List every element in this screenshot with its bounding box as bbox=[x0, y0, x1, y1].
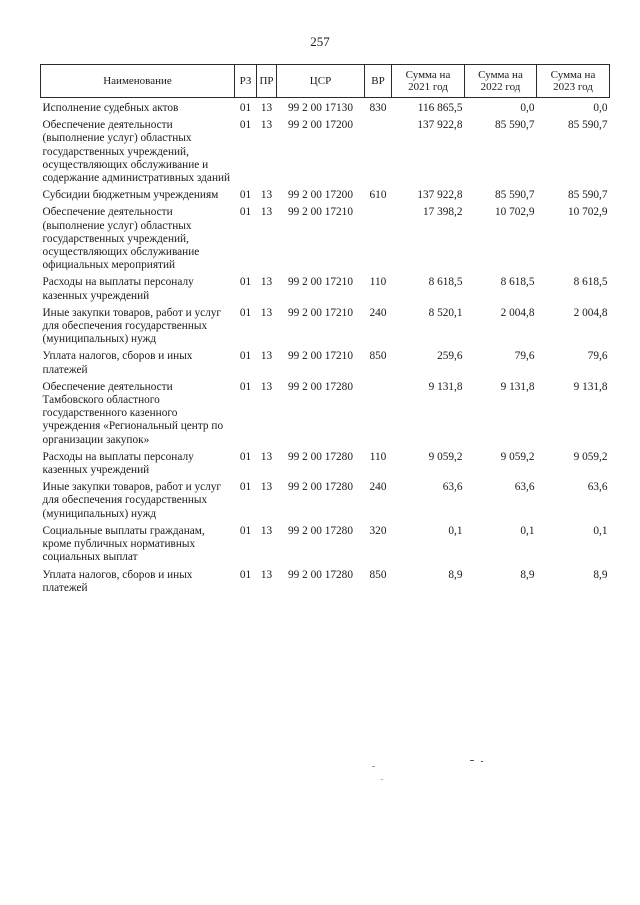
row-csr: 99 2 00 17210 bbox=[288, 306, 353, 319]
row-csr: 99 2 00 17280 bbox=[288, 481, 353, 494]
row-sum-2022: 10 702,9 bbox=[494, 206, 535, 219]
row-rz: 01 bbox=[239, 350, 252, 363]
row-pr: 13 bbox=[260, 481, 273, 494]
header-row bbox=[41, 65, 610, 98]
header-vr: ВР bbox=[365, 65, 392, 98]
row-sum-2021: 8 520,1 bbox=[428, 306, 463, 319]
row-sum-2022: 0,0 bbox=[520, 102, 535, 114]
row-csr: 99 2 00 17280 bbox=[288, 524, 353, 537]
row-name: Расходы на выплаты персоналу казенных учреждений bbox=[42, 450, 194, 477]
row-sum-2023: 85 590,7 bbox=[567, 119, 608, 132]
row-rz: 01 bbox=[239, 119, 252, 132]
row-sum-2023: 85 590,7 bbox=[567, 189, 608, 202]
row-name: Уплата налогов, сборов и иных платежей bbox=[42, 350, 193, 376]
scan-speck bbox=[470, 760, 474, 761]
row-sum-2023: 0,1 bbox=[593, 524, 608, 537]
row-name: Иные закупки товаров, работ и услуг для обеспечения государственных (муниципальных) нужд bbox=[42, 306, 222, 346]
row-rz: 01 bbox=[239, 276, 252, 289]
row-name: Исполнение судебных актов bbox=[42, 102, 179, 114]
row-vr: 320 bbox=[369, 524, 387, 537]
row-name: Расходы на выплаты персоналу казенных учреждений bbox=[42, 276, 194, 302]
row-csr: 99 2 00 17200 bbox=[288, 189, 353, 202]
budget-table bbox=[40, 64, 610, 599]
row-name: Социальные выплаты гражданам, кроме публичных нормативных социальных выплат bbox=[42, 524, 205, 564]
table-row bbox=[41, 481, 610, 525]
row-csr: 99 2 00 17200 bbox=[288, 119, 353, 132]
table-row bbox=[41, 381, 610, 451]
row-sum-2021: 116 865,5 bbox=[417, 102, 463, 114]
row-sum-2022: 79,6 bbox=[514, 350, 535, 363]
row-csr: 99 2 00 17210 bbox=[288, 276, 353, 289]
row-pr: 13 bbox=[260, 568, 273, 581]
row-sum-2023: 79,6 bbox=[587, 350, 608, 363]
row-sum-2021: 17 398,2 bbox=[422, 206, 463, 219]
row-csr: 99 2 00 17280 bbox=[288, 568, 353, 581]
header-sum-2023: Сумма на 2023 год bbox=[537, 65, 610, 98]
table-row bbox=[41, 350, 610, 380]
row-sum-2022: 2 004,8 bbox=[500, 306, 535, 319]
row-pr: 13 bbox=[260, 350, 273, 363]
row-rz: 01 bbox=[239, 481, 252, 494]
row-sum-2021: 0,1 bbox=[448, 524, 463, 537]
row-vr: 850 bbox=[369, 568, 387, 581]
row-vr: 610 bbox=[369, 189, 387, 202]
row-sum-2022: 85 590,7 bbox=[494, 119, 535, 132]
row-pr: 13 bbox=[260, 306, 273, 319]
row-csr: 99 2 00 17130 bbox=[288, 102, 353, 114]
table-row bbox=[41, 98, 610, 120]
row-sum-2021: 259,6 bbox=[437, 350, 463, 363]
row-vr: 240 bbox=[369, 481, 387, 494]
row-rz: 01 bbox=[239, 380, 252, 393]
row-sum-2022: 85 590,7 bbox=[494, 189, 535, 202]
table-row bbox=[41, 206, 610, 276]
header-rz: РЗ bbox=[235, 65, 257, 98]
row-pr: 13 bbox=[260, 102, 273, 114]
row-pr: 13 bbox=[260, 119, 273, 132]
table-header bbox=[41, 65, 610, 98]
row-csr: 99 2 00 17210 bbox=[288, 206, 353, 219]
row-sum-2021: 8,9 bbox=[448, 568, 463, 581]
row-vr: 830 bbox=[369, 102, 387, 114]
row-sum-2021: 8 618,5 bbox=[428, 276, 463, 289]
scan-speck bbox=[381, 779, 383, 780]
row-sum-2023: 9 131,8 bbox=[573, 380, 608, 393]
row-sum-2022: 9 131,8 bbox=[500, 380, 535, 393]
row-name: Уплата налогов, сборов и иных платежей bbox=[42, 568, 193, 594]
row-rz: 01 bbox=[239, 568, 252, 581]
table-row bbox=[41, 525, 610, 569]
row-sum-2023: 63,6 bbox=[587, 481, 608, 494]
row-pr: 13 bbox=[260, 450, 273, 463]
table-row bbox=[41, 307, 610, 351]
row-vr bbox=[365, 381, 392, 451]
row-sum-2023: 0,0 bbox=[593, 102, 608, 114]
row-csr: 99 2 00 17280 bbox=[288, 380, 353, 393]
table-body bbox=[41, 98, 610, 599]
row-vr: 240 bbox=[369, 306, 387, 319]
header-sum-2021: Сумма на 2021 год bbox=[392, 65, 465, 98]
row-sum-2022: 9 059,2 bbox=[500, 450, 535, 463]
row-csr: 99 2 00 17280 bbox=[288, 450, 353, 463]
header-name: Наименование bbox=[41, 65, 235, 98]
table-row bbox=[41, 189, 610, 206]
row-vr: 850 bbox=[369, 350, 387, 363]
row-vr bbox=[365, 206, 392, 276]
row-name: Субсидии бюджетным учреждениям bbox=[42, 189, 219, 202]
row-name: Обеспечение деятельности Тамбовского областного государственного казенного учреждения «Региональный центр по организации закупок» bbox=[42, 380, 224, 446]
row-sum-2021: 137 922,8 bbox=[417, 119, 463, 132]
page-number: 257 bbox=[310, 34, 330, 49]
row-rz: 01 bbox=[239, 102, 252, 114]
row-sum-2023: 2 004,8 bbox=[573, 306, 608, 319]
row-rz: 01 bbox=[239, 524, 252, 537]
row-vr: 110 bbox=[369, 276, 387, 289]
scan-speck bbox=[481, 761, 483, 762]
table-row bbox=[41, 569, 610, 599]
row-pr: 13 bbox=[260, 380, 273, 393]
row-rz: 01 bbox=[239, 189, 252, 202]
scan-speck bbox=[372, 766, 375, 767]
header-pr: ПР bbox=[257, 65, 277, 98]
header-sum-2022: Сумма на 2022 год bbox=[465, 65, 537, 98]
row-sum-2021: 137 922,8 bbox=[417, 189, 463, 202]
row-sum-2023: 10 702,9 bbox=[567, 206, 608, 219]
row-sum-2023: 8 618,5 bbox=[573, 276, 608, 289]
row-sum-2021: 9 059,2 bbox=[428, 450, 463, 463]
row-sum-2022: 8 618,5 bbox=[500, 276, 535, 289]
header-csr: ЦСР bbox=[277, 65, 365, 98]
row-pr: 13 bbox=[260, 206, 273, 219]
row-pr: 13 bbox=[260, 276, 273, 289]
row-vr bbox=[365, 119, 392, 189]
row-rz: 01 bbox=[239, 306, 252, 319]
row-name: Обеспечение деятельности (выполнение услуг) областных государственных учреждений, осуществляющих обслуживание и содержание административных зданий bbox=[42, 119, 231, 185]
row-rz: 01 bbox=[239, 450, 252, 463]
row-rz: 01 bbox=[239, 206, 252, 219]
table-row bbox=[41, 451, 610, 481]
row-pr: 13 bbox=[260, 189, 273, 202]
row-sum-2022: 8,9 bbox=[520, 568, 535, 581]
row-sum-2021: 63,6 bbox=[442, 481, 463, 494]
table-row bbox=[41, 276, 610, 306]
row-sum-2023: 8,9 bbox=[593, 568, 608, 581]
row-csr: 99 2 00 17210 bbox=[288, 350, 353, 363]
row-sum-2022: 63,6 bbox=[514, 481, 535, 494]
table-row bbox=[41, 119, 610, 189]
row-sum-2021: 9 131,8 bbox=[428, 380, 463, 393]
row-name: Обеспечение деятельности (выполнение услуг) областных государственных учреждений, осуществляющих обслуживание официальных мероприятий bbox=[42, 206, 200, 272]
row-vr: 110 bbox=[369, 450, 387, 463]
row-sum-2023: 9 059,2 bbox=[573, 450, 608, 463]
row-pr: 13 bbox=[260, 524, 273, 537]
row-sum-2022: 0,1 bbox=[520, 524, 535, 537]
row-name: Иные закупки товаров, работ и услуг для обеспечения государственных (муниципальных) нужд bbox=[42, 481, 222, 520]
